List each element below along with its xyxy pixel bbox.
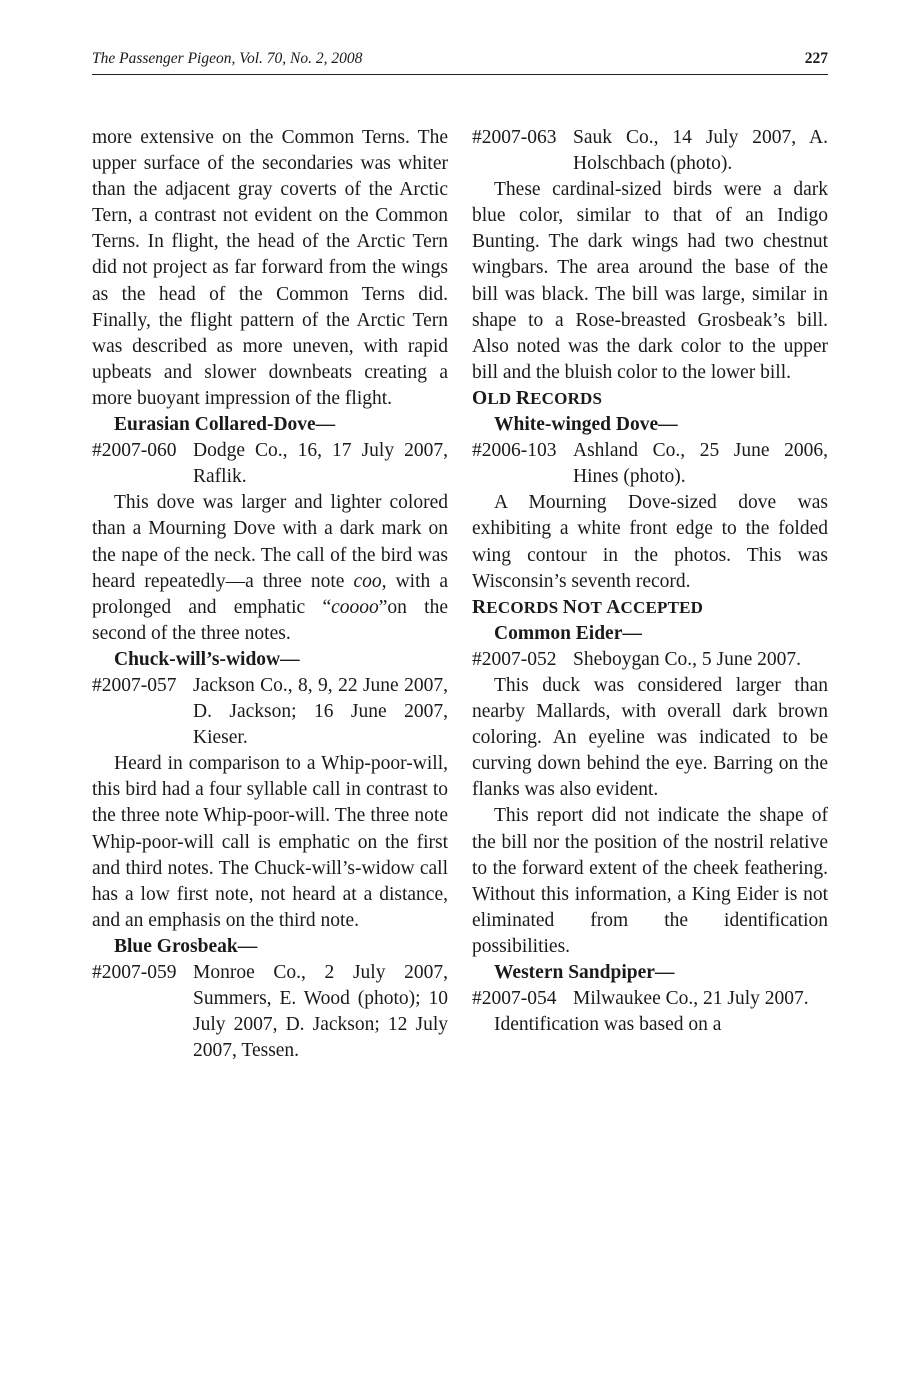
record-entry [472,647,828,673]
record-details: Sauk Co., 14 July 2007, A. Holschbach (photo). [573,127,828,175]
section-heading-old-records: OLD RECORDS [472,387,603,409]
record-details: Milwaukee Co., 21 July 2007. [573,988,809,1010]
record-entry [472,438,828,490]
record-number: #2006-103 [472,440,557,462]
species-description: This duck was considered larger than nearby Mallards, with overall dark brown coloring. An eyeline was indicated to be curving down behind the eye. Barring on the flanks was also evident. [472,674,828,801]
record-details: Dodge Co., 16, 17 July 2007, Raflik. [193,440,448,488]
record-number: #2007-057 [92,674,177,696]
record-number: #2007-063 [472,127,557,148]
page-number: 227 [804,50,828,67]
species-description: Identification was based on a [494,1014,722,1036]
species-heading-western-sandpiper: Western Sandpiper— [494,962,675,983]
journal-title: The Passenger Pigeon, Vol. 70, No. 2, 2008 [92,50,363,67]
species-description: This dove was larger and lighter colored than a Mourning Dove with a dark mark on the nape of the neck. The call of the bird was heard repeatedly—a three note coo, with a prolonged and emphatic “coooo”on the second of the three notes. [92,492,448,644]
species-description: These cardinal-sized birds were a dark blue color, similar to that of an Indigo Bunting. The dark wings had two chestnut wingbars. The area around the base of the bill was black. The bill was large, similar in shape to a Rose-breasted Grosbeak’s bill. Also noted was the dark color to the upper bill and the bluish color to the lower bill. [472,179,828,383]
record-details: Sheboygan Co., 5 June 2007. [573,648,802,670]
record-details: Monroe Co., 2 July 2007, Summers, E. Wood (photo); 10 July 2007, D. Jackson; 12 July 2007, Tessen. [193,962,448,1062]
record-entry [472,125,828,177]
record-number: #2007-052 [472,648,557,670]
species-heading-common-eider: Common Eider— [494,622,642,644]
arctic-tern-continued-paragraph: more extensive on the Common Terns. The upper surface of the secondaries was whiter than the adjacent gray coverts of the Arctic Tern, a contrast not evident on the Common Terns. In flight, the head of the Arctic Tern did not project as far forward from the wings as the head of the Common Terns did. Finally, the flight pattern of the Arctic Tern was described as more uneven, with rapid upbeats and slower downbeats creating a more buoyant impression of the flight. [92,127,448,409]
record-number: #2007-060 [92,440,177,462]
record-number: #2007-059 [92,962,177,983]
species-description: A Mourning Dove-sized dove was exhibiting a white front edge to the folded wing contour in the photos. This was Wisconsin’s seventh record. [472,492,828,592]
record-entry [472,986,828,1012]
left-column [92,125,448,1064]
record-details: Jackson Co., 8, 9, 22 June 2007, D. Jackson; 16 June 2007, Kieser. [193,674,448,749]
header-rule [92,74,828,75]
section-heading-records-not-accepted: RECORDS NOT ACCEPTED [472,596,704,618]
species-heading-chuck-wills-widow: Chuck-will’s-widow— [114,648,300,670]
right-column [472,125,828,1038]
record-number: #2007-054 [472,988,557,1010]
record-entry [92,438,448,490]
species-description: Heard in comparison to a Whip-poor-will, this bird had a four syllable call in contrast to the three note Whip-poor-will. The three note Whip-poor-will call is emphatic on the first and third notes. The Chuck-will’s-widow call has a low first note, not heard at a distance, and an emphasis on the third note. [92,753,448,931]
species-heading-eurasian-collared-dove: Eurasian Collared-Dove— [114,414,336,436]
species-heading-white-winged-dove: White-winged Dove— [494,414,678,436]
species-heading-blue-grosbeak: Blue Grosbeak— [114,935,258,957]
species-description: This report did not indicate the shape of the bill nor the position of the nostril relative to the forward extent of the cheek feathering. Without this information, a King Eider is not eliminated from the identification possibilities. [472,805,828,957]
record-entry [92,673,448,751]
record-entry [92,960,448,1064]
running-head [92,50,828,72]
record-details: Ashland Co., 25 June 2006, Hines (photo). [573,440,828,488]
